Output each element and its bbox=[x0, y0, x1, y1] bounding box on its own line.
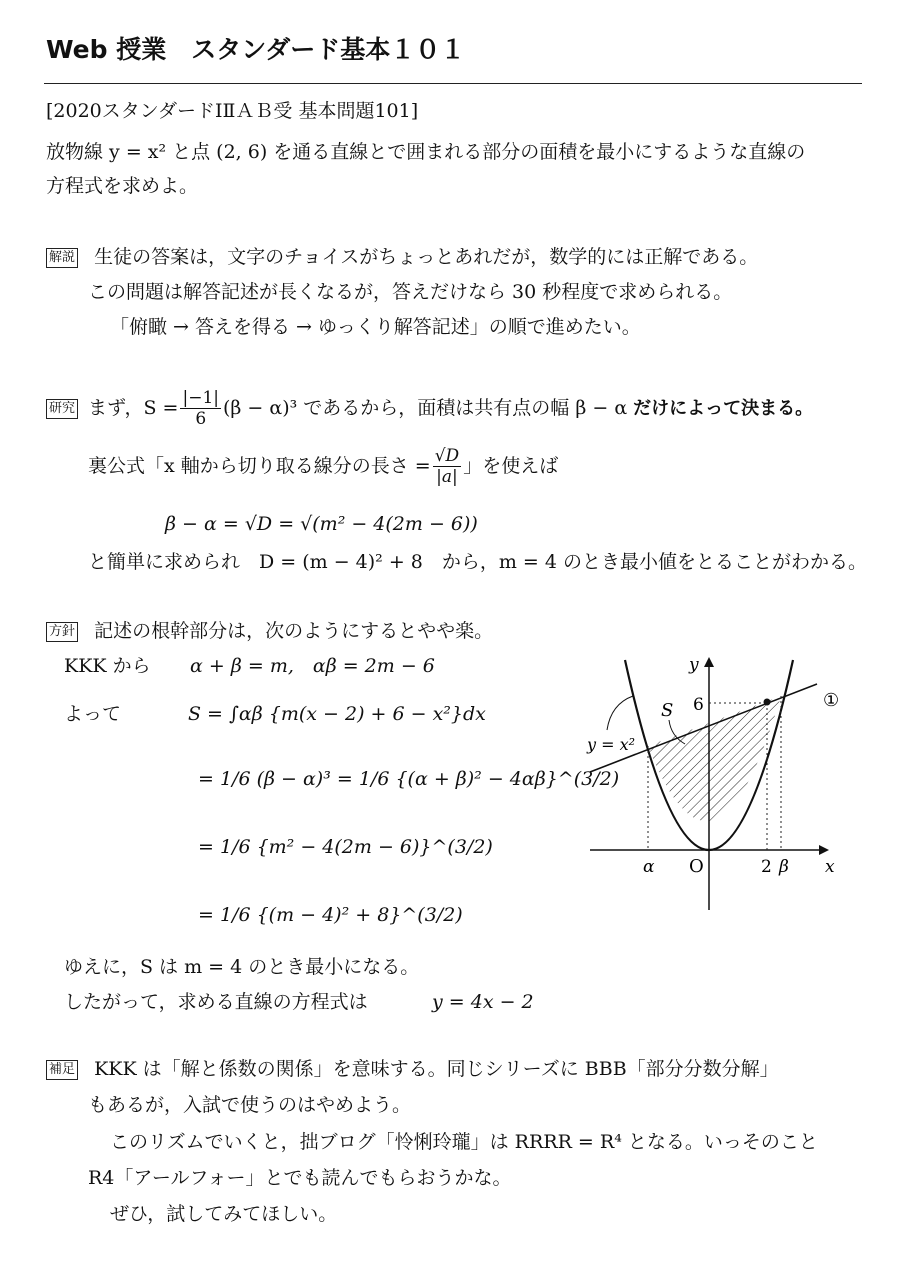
yotte-label: よって bbox=[64, 703, 122, 725]
kenkyu-bold: だけによって決まる。 bbox=[633, 397, 814, 419]
hosoku-line-4: R4「アールフォー」とでも読んでもらおうかな。 bbox=[88, 1167, 512, 1189]
kenkyu-pre: まず，S = bbox=[88, 397, 179, 420]
source-reference: [2020スタンダードⅠⅡＡＢ受 基本問題101] bbox=[46, 100, 419, 122]
hosoku-line-2: もあるが，入試で使うのはやめよう。 bbox=[88, 1094, 412, 1116]
yueni-line: ゆえに，S は m = 4 のとき最小になる。 bbox=[64, 956, 420, 978]
s-integral: S = ∫αβ {m(x − 2) + 6 − x²}dx bbox=[188, 703, 486, 725]
ura-frac-den: |a| bbox=[436, 467, 458, 488]
hosoku-line-1: KKK は「解と係数の関係」を意味する。同じシリーズに BBB「部分分数分解」 bbox=[94, 1058, 779, 1080]
header-divider bbox=[44, 83, 862, 84]
kaisetsu-line-1: 生徒の答案は，文字のチョイスがちょっとあれだが，数学的には正解である。 bbox=[94, 246, 759, 268]
kenkyu-frac-den: 6 bbox=[195, 409, 207, 430]
point-2-6 bbox=[764, 699, 771, 706]
answer-equation: y = 4x − 2 bbox=[432, 991, 534, 1013]
kaisetsu-line-3: 「俯瞰 → 答えを得る → ゆっくり解答記述」の順で進めたい。 bbox=[110, 316, 641, 338]
curve-pointer bbox=[607, 696, 633, 730]
origin-label: O bbox=[689, 856, 704, 877]
two-label: 2 bbox=[761, 857, 772, 877]
parabola-graph bbox=[585, 648, 855, 918]
kenkyu-fraction bbox=[180, 388, 221, 430]
houshin-section bbox=[46, 622, 493, 642]
beta-alpha-equation: β − α = √D = √(m² − 4(2m − 6)) bbox=[165, 513, 478, 535]
line-label: ① bbox=[823, 690, 840, 711]
beta-label: β bbox=[779, 857, 789, 877]
kenkyu-conclusion: と簡単に求められ D = (m − 4)² + 8 から，m = 4 のとき最小値をとることがわかる。 bbox=[88, 551, 868, 573]
kaisetsu-section bbox=[46, 248, 758, 268]
ura-pre: 裏公式「x 軸から切り取る線分の長さ = bbox=[88, 455, 431, 478]
hosoku-section bbox=[46, 1060, 779, 1080]
y-axis-arrow bbox=[704, 657, 714, 667]
curve-label: y = x² bbox=[587, 735, 636, 754]
kkk-prefix: KKK から bbox=[64, 655, 151, 677]
ura-post: 」を使えば bbox=[463, 455, 559, 478]
problem-line-1: 放物線 y = x² と点 (2, 6) を通る直線とで囲まれる部分の面積を最小にするような直線の bbox=[46, 141, 806, 163]
hosoku-label: 補足 bbox=[46, 1060, 78, 1080]
kenkyu-section bbox=[46, 388, 813, 430]
answer-prefix: したがって，求める直線の方程式は bbox=[64, 991, 368, 1013]
step-3: = 1/6 {(m − 4)² + 8}^(3/2) bbox=[198, 904, 463, 926]
x-axis-arrow bbox=[819, 845, 829, 855]
kenkyu-post: (β − α)³ であるから，面積は共有点の幅 β − α bbox=[223, 397, 628, 420]
x-axis-label: x bbox=[825, 857, 835, 877]
kaisetsu-line-2: この問題は解答記述が長くなるが，答えだけなら 30 秒程度で求められる。 bbox=[88, 281, 733, 303]
kaisetsu-label: 解説 bbox=[46, 248, 78, 268]
hosoku-line-5: ぜひ，試してみてほしい。 bbox=[110, 1203, 338, 1225]
hosoku-line-3: このリズムでいくと，拙ブログ「怜悧玲瓏」は RRRR = R⁴ となる。いっそのこと bbox=[110, 1131, 818, 1153]
kenkyu-frac-num: |−1| bbox=[182, 388, 219, 408]
alpha-label: α bbox=[643, 857, 655, 877]
kenkyu-label: 研究 bbox=[46, 399, 78, 419]
y-axis-label: y bbox=[689, 655, 699, 675]
six-label: 6 bbox=[693, 695, 704, 715]
houshin-intro: 記述の根幹部分は，次のようにするとやや楽。 bbox=[94, 620, 494, 642]
step-1: = 1/6 (β − α)³ = 1/6 {(α + β)² − 4αβ}^(3/2) bbox=[198, 768, 620, 790]
s-label: S bbox=[661, 700, 674, 721]
ura-formula-line bbox=[88, 446, 558, 488]
ura-frac-num: √D bbox=[434, 446, 460, 466]
page-title: Web 授業 スタンダード基本１０１ bbox=[46, 35, 466, 64]
problem-line-2: 方程式を求めよ。 bbox=[46, 175, 199, 197]
houshin-label: 方針 bbox=[46, 622, 78, 642]
kkk-equation: α + β = m, αβ = 2m − 6 bbox=[190, 655, 435, 677]
ura-fraction bbox=[433, 446, 461, 488]
step-2: = 1/6 {m² − 4(2m − 6)}^(3/2) bbox=[198, 836, 493, 858]
